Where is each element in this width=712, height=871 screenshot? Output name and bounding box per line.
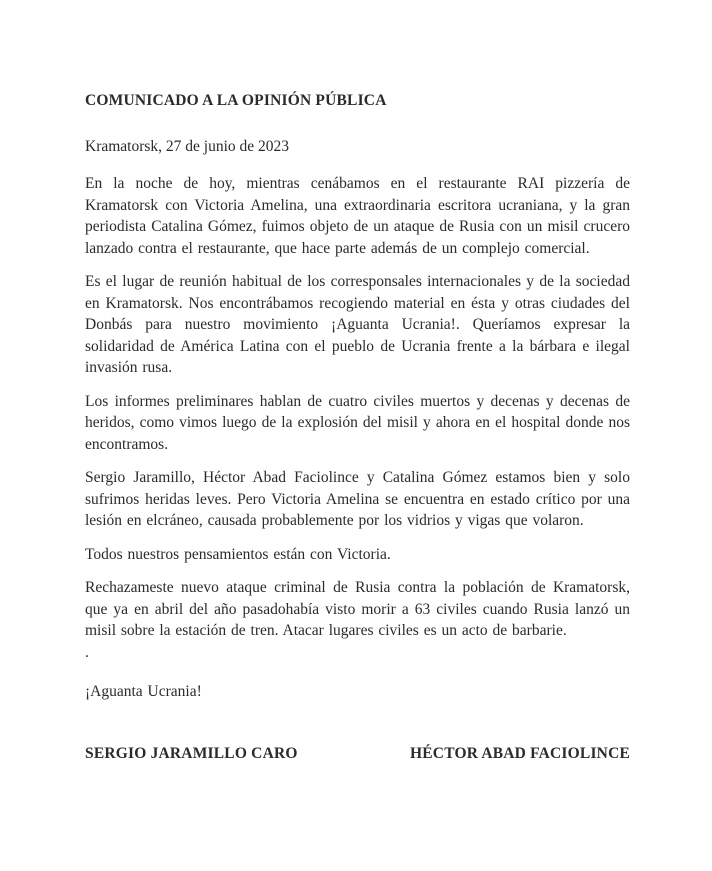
stray-period-line: . <box>85 643 89 661</box>
paragraph-5: Todos nuestros pensamientos están con Victoria. <box>85 545 391 563</box>
dateline: Kramatorsk, 27 de junio de 2023 <box>85 137 290 155</box>
signature-left: SERGIO JARAMILLO CARO <box>85 744 298 762</box>
paragraph-2: Es el lugar de reunión habitual de los corresponsales internacionales y de la sociedad en Kramatorsk. Nos encontrábamos recogiendo material en ésta y otras ciudades del Donbás para nuestro movimiento ¡Aguanta Ucrania!. Queríamos expresar la solidaridad de América Latina con el pueblo de Ucrania frente a la bárbara e ilegal invasión rusa. <box>85 273 630 376</box>
paragraph-3: Los informes preliminares hablan de cuatro civiles muertos y decenas y decenas de heridos, como vimos luego de la explosión del misil y ahora en el hospital donde nos encontramos. <box>85 392 630 453</box>
paragraph-6: Rechazameste nuevo ataque criminal de Rusia contra la población de Kramatorsk, que ya en abril del año pasadohabía visto morir a 63 civiles cuando Rusia lanzó un misil sobre la estación de tren. Atacar lugares civiles es un acto de barbarie. <box>85 579 630 639</box>
paragraph-4: Sergio Jaramillo, Héctor Abad Faciolince y Catalina Gómez estamos bien y solo sufrimos heridas leves. Pero Victoria Amelina se encuentra en estado crítico por una lesión en elcráneo, causada probablemente por los vidrios y vigas que volaron. <box>85 469 630 529</box>
slogan-line: ¡Aguanta Ucrania! <box>85 683 202 700</box>
paragraph-1: En la noche de hoy, mientras cenábamos en el restaurante RAI pizzería de Kramatorsk con Victoria Amelina, una extraordinaria escritora ucraniana, y la gran periodista Catalina Gómez, fuimos objeto de un ataque de Rusia con un misil crucero lanzado contra el restaurante, que hace parte además de un complejo comercial. <box>85 175 630 257</box>
document-title: COMUNICADO A LA OPINIÓN PÚBLICA <box>85 92 387 109</box>
signature-row <box>85 743 630 765</box>
signature-right: HÉCTOR ABAD FACIOLINCE <box>410 744 630 762</box>
